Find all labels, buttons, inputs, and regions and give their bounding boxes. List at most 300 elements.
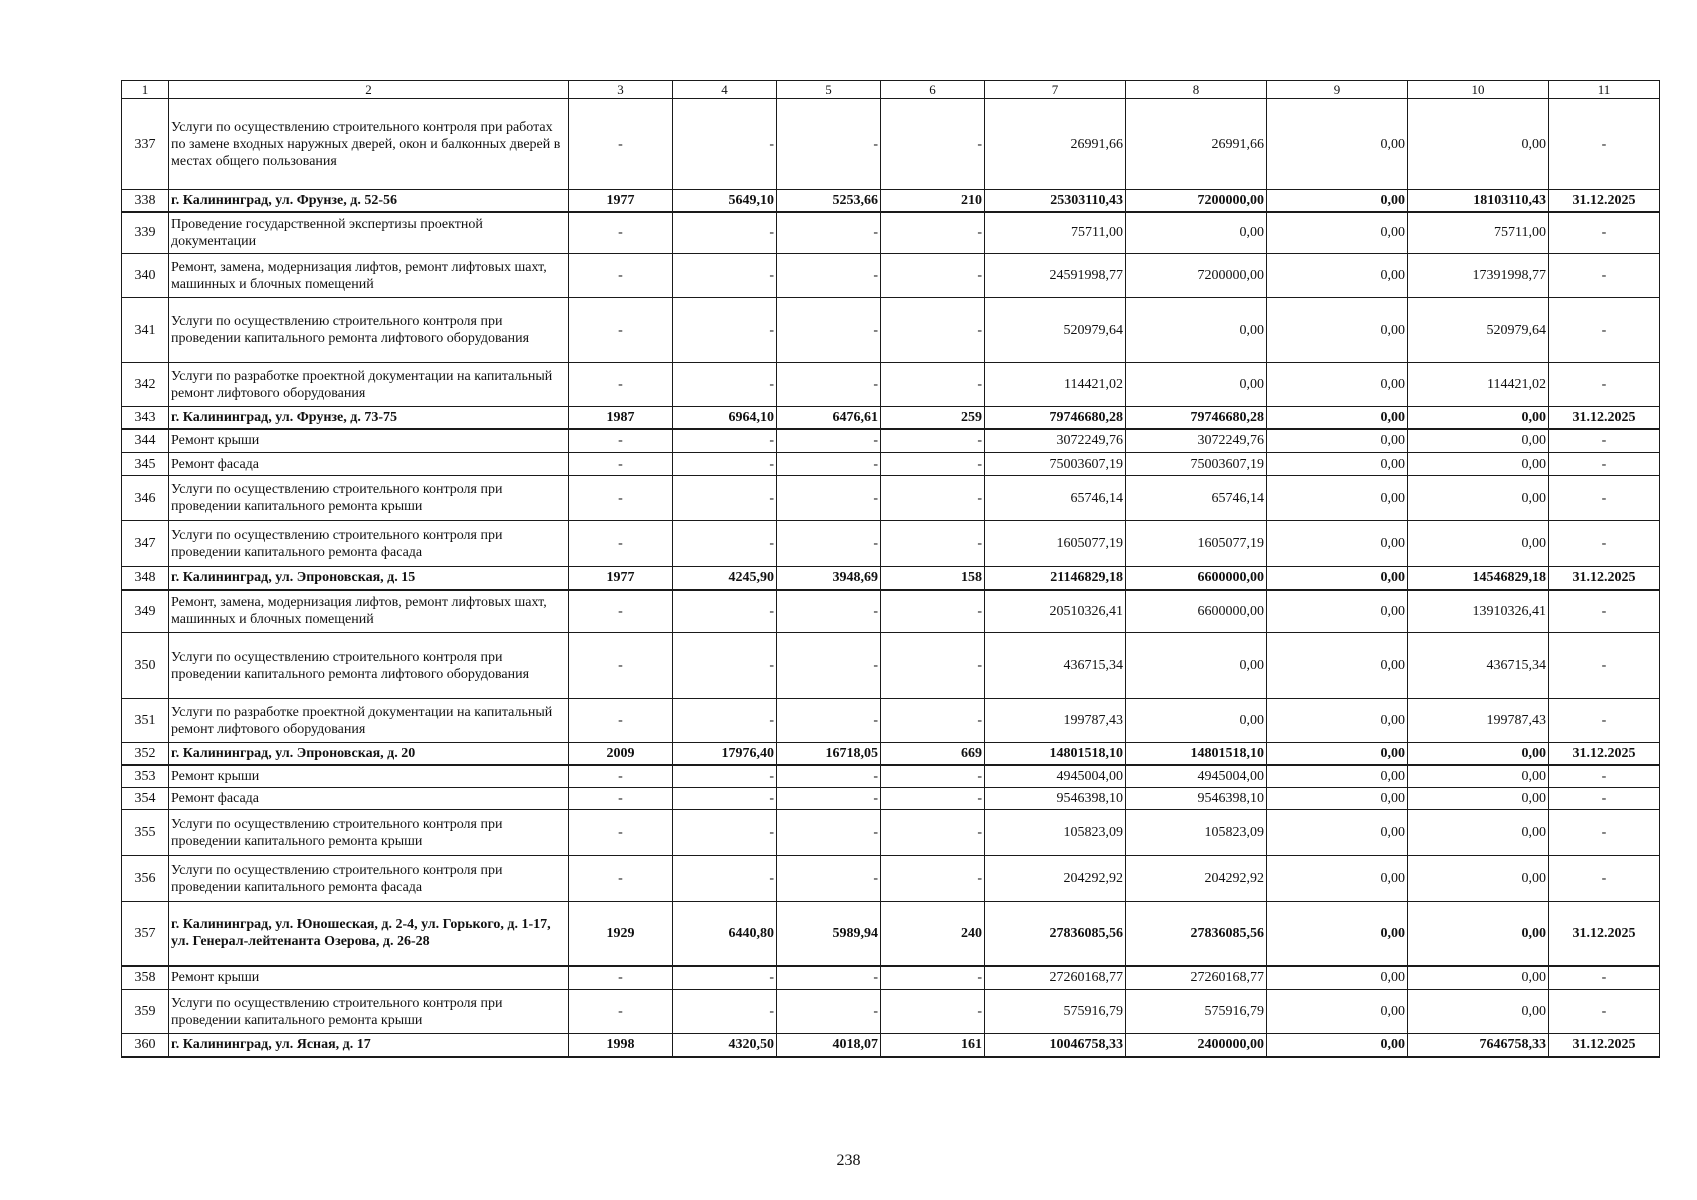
cost-other-cell: 0,00 <box>1408 476 1549 521</box>
address-row <box>122 902 1660 966</box>
cost-total-cell: 9546398,10 <box>985 788 1126 810</box>
deadline-cell: - <box>1549 788 1660 810</box>
residents-cell: - <box>881 699 985 743</box>
row-number-cell: 339 <box>122 212 169 254</box>
deadline-cell: - <box>1549 856 1660 902</box>
description-cell: г. Калининград, ул. Эпроновская, д. 15 <box>169 567 569 590</box>
area-total-cell: - <box>673 453 777 476</box>
description-cell: Услуги по осуществлению строительного контроля при проведении капитального ремонта крыши <box>169 990 569 1034</box>
residents-cell: 161 <box>881 1034 985 1057</box>
row-number-cell: 358 <box>122 966 169 990</box>
year-cell: 1998 <box>569 1034 673 1057</box>
year-cell: - <box>569 99 673 190</box>
row-number-cell: 349 <box>122 590 169 633</box>
year-cell: - <box>569 476 673 521</box>
table-row <box>122 590 1660 633</box>
cost-other-cell: 0,00 <box>1408 521 1549 567</box>
description-cell: Услуги по осуществлению строительного контроля при проведении капитального ремонта фасада <box>169 521 569 567</box>
year-cell: - <box>569 633 673 699</box>
description-cell: Услуги по осуществлению строительного контроля при проведении капитального ремонта лифтового оборудования <box>169 633 569 699</box>
cost-fund-cell: 14801518,10 <box>1126 743 1267 765</box>
cost-total-cell: 436715,34 <box>985 633 1126 699</box>
area-total-cell: 6440,80 <box>673 902 777 966</box>
cost-budget-cell: 0,00 <box>1267 810 1408 856</box>
residents-cell: 240 <box>881 902 985 966</box>
cost-budget-cell: 0,00 <box>1267 453 1408 476</box>
cost-other-cell: 0,00 <box>1408 765 1549 788</box>
cost-other-cell: 199787,43 <box>1408 699 1549 743</box>
area-total-cell: 5649,10 <box>673 190 777 212</box>
cost-fund-cell: 0,00 <box>1126 363 1267 407</box>
area-living-cell: - <box>777 966 881 990</box>
cost-budget-cell: 0,00 <box>1267 633 1408 699</box>
cost-budget-cell: 0,00 <box>1267 521 1408 567</box>
residents-cell: - <box>881 990 985 1034</box>
cost-fund-cell: 0,00 <box>1126 212 1267 254</box>
area-total-cell: - <box>673 363 777 407</box>
cost-other-cell: 0,00 <box>1408 966 1549 990</box>
year-cell: - <box>569 298 673 363</box>
cost-total-cell: 520979,64 <box>985 298 1126 363</box>
cost-budget-cell: 0,00 <box>1267 99 1408 190</box>
deadline-cell: - <box>1549 212 1660 254</box>
cost-other-cell: 75711,00 <box>1408 212 1549 254</box>
area-total-cell: - <box>673 254 777 298</box>
cost-fund-cell: 4945004,00 <box>1126 765 1267 788</box>
deadline-cell: 31.12.2025 <box>1549 567 1660 590</box>
cost-budget-cell: 0,00 <box>1267 788 1408 810</box>
residents-cell: - <box>881 453 985 476</box>
year-cell: - <box>569 765 673 788</box>
deadline-cell: - <box>1549 254 1660 298</box>
residents-cell: - <box>881 363 985 407</box>
residents-cell: 158 <box>881 567 985 590</box>
residents-cell: 669 <box>881 743 985 765</box>
cost-budget-cell: 0,00 <box>1267 254 1408 298</box>
cost-other-cell: 0,00 <box>1408 99 1549 190</box>
cost-fund-cell: 0,00 <box>1126 699 1267 743</box>
residents-cell: - <box>881 476 985 521</box>
area-living-cell: - <box>777 363 881 407</box>
year-cell: - <box>569 966 673 990</box>
cost-other-cell: 13910326,41 <box>1408 590 1549 633</box>
cost-total-cell: 27836085,56 <box>985 902 1126 966</box>
year-cell: 1929 <box>569 902 673 966</box>
residents-cell: - <box>881 254 985 298</box>
column-number-cell: 2 <box>169 81 569 99</box>
cost-other-cell: 17391998,77 <box>1408 254 1549 298</box>
area-total-cell: - <box>673 99 777 190</box>
deadline-cell: - <box>1549 453 1660 476</box>
row-number-cell: 345 <box>122 453 169 476</box>
year-cell: 1987 <box>569 407 673 429</box>
cost-fund-cell: 7200000,00 <box>1126 190 1267 212</box>
deadline-cell: 31.12.2025 <box>1549 902 1660 966</box>
cost-budget-cell: 0,00 <box>1267 856 1408 902</box>
area-living-cell: 16718,05 <box>777 743 881 765</box>
cost-total-cell: 24591998,77 <box>985 254 1126 298</box>
year-cell: - <box>569 453 673 476</box>
year-cell: 2009 <box>569 743 673 765</box>
row-number-cell: 337 <box>122 99 169 190</box>
cost-total-cell: 14801518,10 <box>985 743 1126 765</box>
cost-total-cell: 575916,79 <box>985 990 1126 1034</box>
cost-total-cell: 26991,66 <box>985 99 1126 190</box>
cost-budget-cell: 0,00 <box>1267 1034 1408 1057</box>
row-number-cell: 342 <box>122 363 169 407</box>
description-cell: г. Калининград, ул. Эпроновская, д. 20 <box>169 743 569 765</box>
description-cell: Ремонт крыши <box>169 429 569 453</box>
description-cell: Услуги по разработке проектной документации на капитальный ремонт лифтового оборудования <box>169 363 569 407</box>
table-row <box>122 521 1660 567</box>
year-cell: - <box>569 788 673 810</box>
residents-cell: 259 <box>881 407 985 429</box>
cost-fund-cell: 7200000,00 <box>1126 254 1267 298</box>
area-total-cell: 4320,50 <box>673 1034 777 1057</box>
deadline-cell: - <box>1549 765 1660 788</box>
cost-total-cell: 105823,09 <box>985 810 1126 856</box>
row-number-cell: 341 <box>122 298 169 363</box>
cost-total-cell: 20510326,41 <box>985 590 1126 633</box>
row-number-cell: 351 <box>122 699 169 743</box>
table-row <box>122 810 1660 856</box>
area-total-cell: - <box>673 590 777 633</box>
area-living-cell: - <box>777 990 881 1034</box>
area-total-cell: - <box>673 633 777 699</box>
column-number-cell: 6 <box>881 81 985 99</box>
area-total-cell: 6964,10 <box>673 407 777 429</box>
table-row <box>122 453 1660 476</box>
table-body <box>122 81 1660 1057</box>
cost-budget-cell: 0,00 <box>1267 902 1408 966</box>
deadline-cell: 31.12.2025 <box>1549 407 1660 429</box>
cost-budget-cell: 0,00 <box>1267 298 1408 363</box>
column-number-cell: 5 <box>777 81 881 99</box>
cost-fund-cell: 105823,09 <box>1126 810 1267 856</box>
year-cell: - <box>569 990 673 1034</box>
year-cell: 1977 <box>569 567 673 590</box>
cost-total-cell: 25303110,43 <box>985 190 1126 212</box>
area-living-cell: - <box>777 429 881 453</box>
cost-budget-cell: 0,00 <box>1267 990 1408 1034</box>
row-number-cell: 347 <box>122 521 169 567</box>
area-living-cell: - <box>777 254 881 298</box>
area-living-cell: - <box>777 521 881 567</box>
column-number-row <box>122 81 1660 99</box>
address-row <box>122 407 1660 429</box>
year-cell: - <box>569 699 673 743</box>
area-total-cell: 4245,90 <box>673 567 777 590</box>
cost-fund-cell: 2400000,00 <box>1126 1034 1267 1057</box>
cost-fund-cell: 79746680,28 <box>1126 407 1267 429</box>
row-number-cell: 350 <box>122 633 169 699</box>
cost-total-cell: 204292,92 <box>985 856 1126 902</box>
cost-total-cell: 1605077,19 <box>985 521 1126 567</box>
residents-cell: - <box>881 788 985 810</box>
description-cell: Ремонт фасада <box>169 453 569 476</box>
description-cell: г. Калининград, ул. Юношеская, д. 2-4, ул. Горького, д. 1-17, ул. Генерал-лейтенанта Озерова, д. 26-28 <box>169 902 569 966</box>
page-number: 238 <box>836 1152 861 1169</box>
residents-cell: - <box>881 429 985 453</box>
cost-budget-cell: 0,00 <box>1267 212 1408 254</box>
cost-other-cell: 0,00 <box>1408 902 1549 966</box>
residents-cell: - <box>881 590 985 633</box>
cost-other-cell: 0,00 <box>1408 453 1549 476</box>
cost-fund-cell: 26991,66 <box>1126 99 1267 190</box>
table-row <box>122 212 1660 254</box>
table-row <box>122 99 1660 190</box>
row-number-cell: 353 <box>122 765 169 788</box>
area-total-cell: - <box>673 699 777 743</box>
cost-fund-cell: 27260168,77 <box>1126 966 1267 990</box>
address-row <box>122 567 1660 590</box>
description-cell: г. Калининград, ул. Ясная, д. 17 <box>169 1034 569 1057</box>
cost-fund-cell: 6600000,00 <box>1126 590 1267 633</box>
data-table <box>121 80 1660 1058</box>
cost-total-cell: 4945004,00 <box>985 765 1126 788</box>
area-living-cell: 5989,94 <box>777 902 881 966</box>
cost-other-cell: 0,00 <box>1408 743 1549 765</box>
area-total-cell: - <box>673 476 777 521</box>
cost-total-cell: 75711,00 <box>985 212 1126 254</box>
area-total-cell: - <box>673 429 777 453</box>
cost-fund-cell: 1605077,19 <box>1126 521 1267 567</box>
cost-fund-cell: 204292,92 <box>1126 856 1267 902</box>
cost-fund-cell: 9546398,10 <box>1126 788 1267 810</box>
cost-budget-cell: 0,00 <box>1267 966 1408 990</box>
row-number-cell: 352 <box>122 743 169 765</box>
cost-total-cell: 75003607,19 <box>985 453 1126 476</box>
cost-other-cell: 18103110,43 <box>1408 190 1549 212</box>
description-cell: Услуги по разработке проектной документации на капитальный ремонт лифтового оборудования <box>169 699 569 743</box>
cost-other-cell: 520979,64 <box>1408 298 1549 363</box>
cost-fund-cell: 0,00 <box>1126 633 1267 699</box>
description-cell: Услуги по осуществлению строительного контроля при проведении капитального ремонта крыши <box>169 810 569 856</box>
year-cell: - <box>569 254 673 298</box>
row-number-cell: 344 <box>122 429 169 453</box>
area-living-cell: 4018,07 <box>777 1034 881 1057</box>
deadline-cell: - <box>1549 699 1660 743</box>
row-number-cell: 340 <box>122 254 169 298</box>
cost-total-cell: 79746680,28 <box>985 407 1126 429</box>
cost-other-cell: 7646758,33 <box>1408 1034 1549 1057</box>
description-cell: Проведение государственной экспертизы проектной документации <box>169 212 569 254</box>
cost-total-cell: 65746,14 <box>985 476 1126 521</box>
cost-budget-cell: 0,00 <box>1267 743 1408 765</box>
area-total-cell: - <box>673 788 777 810</box>
cost-fund-cell: 65746,14 <box>1126 476 1267 521</box>
cost-total-cell: 21146829,18 <box>985 567 1126 590</box>
cost-fund-cell: 27836085,56 <box>1126 902 1267 966</box>
area-total-cell: 17976,40 <box>673 743 777 765</box>
description-cell: Услуги по осуществлению строительного контроля при проведении капитального ремонта крыши <box>169 476 569 521</box>
deadline-cell: - <box>1549 966 1660 990</box>
deadline-cell: - <box>1549 429 1660 453</box>
year-cell: - <box>569 363 673 407</box>
table-row <box>122 856 1660 902</box>
table-row <box>122 476 1660 521</box>
table-row <box>122 254 1660 298</box>
cost-budget-cell: 0,00 <box>1267 363 1408 407</box>
description-cell: Ремонт, замена, модернизация лифтов, ремонт лифтовых шахт, машинных и блочных помещений <box>169 254 569 298</box>
cost-total-cell: 199787,43 <box>985 699 1126 743</box>
area-total-cell: - <box>673 990 777 1034</box>
area-living-cell: - <box>777 699 881 743</box>
address-row <box>122 743 1660 765</box>
area-living-cell: - <box>777 788 881 810</box>
year-cell: - <box>569 521 673 567</box>
cost-other-cell: 0,00 <box>1408 429 1549 453</box>
cost-fund-cell: 75003607,19 <box>1126 453 1267 476</box>
row-number-cell: 359 <box>122 990 169 1034</box>
table-row <box>122 765 1660 788</box>
table-row <box>122 429 1660 453</box>
table-row <box>122 363 1660 407</box>
column-number-cell: 7 <box>985 81 1126 99</box>
area-total-cell: - <box>673 966 777 990</box>
year-cell: - <box>569 429 673 453</box>
area-living-cell: - <box>777 298 881 363</box>
residents-cell: - <box>881 633 985 699</box>
area-living-cell: - <box>777 810 881 856</box>
deadline-cell: - <box>1549 633 1660 699</box>
year-cell: - <box>569 590 673 633</box>
column-number-cell: 1 <box>122 81 169 99</box>
description-cell: Ремонт, замена, модернизация лифтов, ремонт лифтовых шахт, машинных и блочных помещений <box>169 590 569 633</box>
table-row <box>122 633 1660 699</box>
deadline-cell: 31.12.2025 <box>1549 743 1660 765</box>
cost-budget-cell: 0,00 <box>1267 429 1408 453</box>
area-living-cell: - <box>777 633 881 699</box>
deadline-cell: - <box>1549 298 1660 363</box>
area-living-cell: 5253,66 <box>777 190 881 212</box>
cost-budget-cell: 0,00 <box>1267 476 1408 521</box>
area-total-cell: - <box>673 298 777 363</box>
residents-cell: - <box>881 856 985 902</box>
deadline-cell: - <box>1549 363 1660 407</box>
cost-total-cell: 10046758,33 <box>985 1034 1126 1057</box>
description-cell: Услуги по осуществлению строительного контроля при проведении капитального ремонта фасада <box>169 856 569 902</box>
cost-budget-cell: 0,00 <box>1267 407 1408 429</box>
area-living-cell: - <box>777 212 881 254</box>
table-row <box>122 298 1660 363</box>
area-living-cell: - <box>777 856 881 902</box>
area-total-cell: - <box>673 521 777 567</box>
cost-fund-cell: 6600000,00 <box>1126 567 1267 590</box>
year-cell: - <box>569 212 673 254</box>
cost-total-cell: 3072249,76 <box>985 429 1126 453</box>
row-number-cell: 355 <box>122 810 169 856</box>
residents-cell: - <box>881 810 985 856</box>
table-row <box>122 966 1660 990</box>
description-cell: г. Калининград, ул. Фрунзе, д. 52-56 <box>169 190 569 212</box>
area-total-cell: - <box>673 212 777 254</box>
area-living-cell: - <box>777 476 881 521</box>
area-living-cell: 6476,61 <box>777 407 881 429</box>
area-living-cell: 3948,69 <box>777 567 881 590</box>
column-number-cell: 11 <box>1549 81 1660 99</box>
area-living-cell: - <box>777 99 881 190</box>
year-cell: - <box>569 810 673 856</box>
cost-fund-cell: 0,00 <box>1126 298 1267 363</box>
description-cell: Услуги по осуществлению строительного контроля при проведении капитального ремонта лифтового оборудования <box>169 298 569 363</box>
column-number-cell: 3 <box>569 81 673 99</box>
description-cell: Услуги по осуществлению строительного контроля при работах по замене входных наружных дверей, окон и балконных дверей в местах общего пользования <box>169 99 569 190</box>
deadline-cell: - <box>1549 810 1660 856</box>
deadline-cell: - <box>1549 99 1660 190</box>
area-living-cell: - <box>777 765 881 788</box>
cost-total-cell: 27260168,77 <box>985 966 1126 990</box>
cost-fund-cell: 575916,79 <box>1126 990 1267 1034</box>
table-row <box>122 699 1660 743</box>
area-total-cell: - <box>673 765 777 788</box>
column-number-cell: 10 <box>1408 81 1549 99</box>
column-number-cell: 4 <box>673 81 777 99</box>
row-number-cell: 343 <box>122 407 169 429</box>
column-number-cell: 8 <box>1126 81 1267 99</box>
residents-cell: - <box>881 298 985 363</box>
deadline-cell: - <box>1549 476 1660 521</box>
address-row <box>122 190 1660 212</box>
row-number-cell: 356 <box>122 856 169 902</box>
table-row <box>122 990 1660 1034</box>
deadline-cell: - <box>1549 590 1660 633</box>
year-cell: 1977 <box>569 190 673 212</box>
deadline-cell: - <box>1549 990 1660 1034</box>
row-number-cell: 360 <box>122 1034 169 1057</box>
row-number-cell: 348 <box>122 567 169 590</box>
area-living-cell: - <box>777 590 881 633</box>
description-cell: г. Калининград, ул. Фрунзе, д. 73-75 <box>169 407 569 429</box>
residents-cell: - <box>881 212 985 254</box>
residents-cell: - <box>881 521 985 567</box>
address-row <box>122 1034 1660 1057</box>
residents-cell: 210 <box>881 190 985 212</box>
cost-budget-cell: 0,00 <box>1267 190 1408 212</box>
cost-fund-cell: 3072249,76 <box>1126 429 1267 453</box>
deadline-cell: - <box>1549 521 1660 567</box>
area-total-cell: - <box>673 810 777 856</box>
cost-total-cell: 114421,02 <box>985 363 1126 407</box>
year-cell: - <box>569 856 673 902</box>
row-number-cell: 357 <box>122 902 169 966</box>
cost-other-cell: 0,00 <box>1408 856 1549 902</box>
cost-budget-cell: 0,00 <box>1267 590 1408 633</box>
table-row <box>122 788 1660 810</box>
cost-other-cell: 0,00 <box>1408 990 1549 1034</box>
row-number-cell: 338 <box>122 190 169 212</box>
deadline-cell: 31.12.2025 <box>1549 190 1660 212</box>
description-cell: Ремонт фасада <box>169 788 569 810</box>
cost-other-cell: 14546829,18 <box>1408 567 1549 590</box>
row-number-cell: 346 <box>122 476 169 521</box>
description-cell: Ремонт крыши <box>169 765 569 788</box>
deadline-cell: 31.12.2025 <box>1549 1034 1660 1057</box>
cost-other-cell: 0,00 <box>1408 407 1549 429</box>
row-number-cell: 354 <box>122 788 169 810</box>
residents-cell: - <box>881 765 985 788</box>
cost-other-cell: 436715,34 <box>1408 633 1549 699</box>
cost-other-cell: 0,00 <box>1408 810 1549 856</box>
area-total-cell: - <box>673 856 777 902</box>
residents-cell: - <box>881 99 985 190</box>
column-number-cell: 9 <box>1267 81 1408 99</box>
area-living-cell: - <box>777 453 881 476</box>
residents-cell: - <box>881 966 985 990</box>
cost-other-cell: 114421,02 <box>1408 363 1549 407</box>
cost-budget-cell: 0,00 <box>1267 765 1408 788</box>
cost-budget-cell: 0,00 <box>1267 699 1408 743</box>
